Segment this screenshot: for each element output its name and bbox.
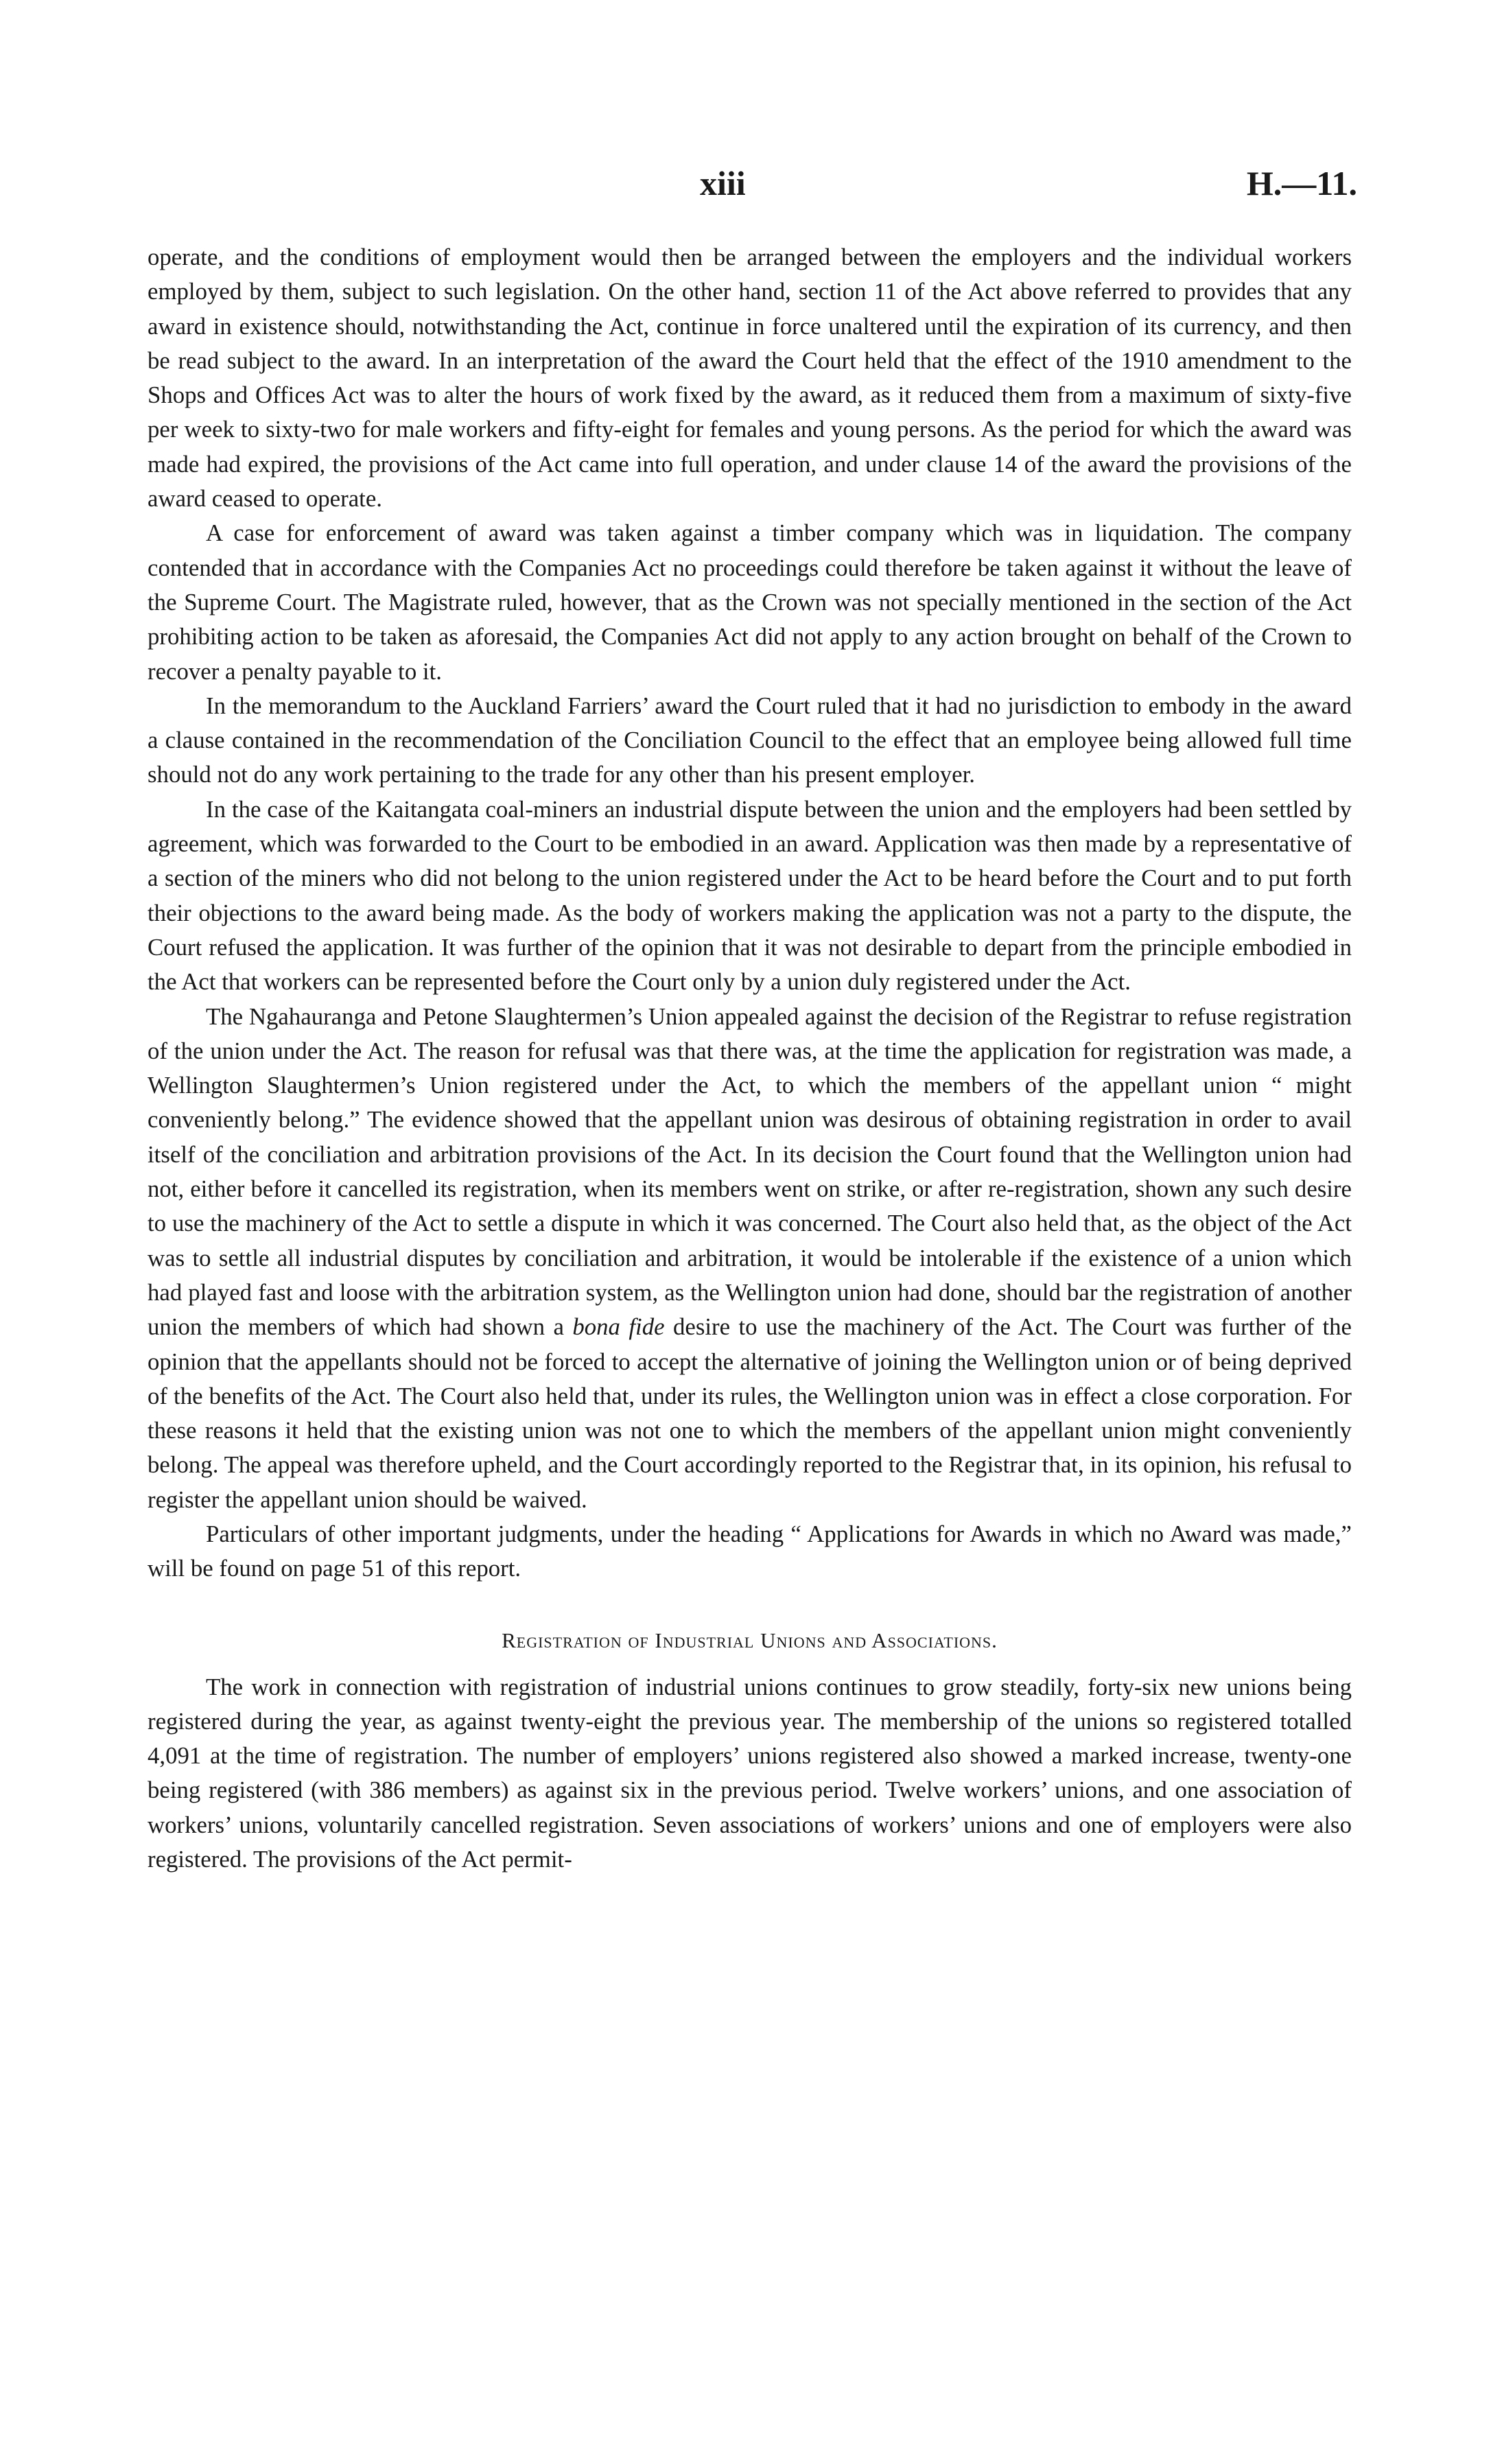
paragraph-slaughtermen bbox=[148, 1000, 1352, 1517]
slaughtermen-text-part1: The Ngahauranga and Petone Slaughtermen’s Union appealed against the decision of the Registrar to refuse registration of the union under the Act. The reason for refusal was that there was, at the time the application for registration was made, a Wellington Slaughtermen’s Union registered under the Act, to which the members of the appellant union “ might conveniently belong.” The evidence showed that the appellant union was desirous of obtaining registration in order to avail itself of the conciliation and arbitration provisions of the Act. In its decision the Court found that the Wellington union had not, either before it cancelled its registration, when its members went on strike, or after re-registration, shown any such desire to use the machinery of the Act to settle a dispute in which it was concerned. The Court also held that, as the object of the Act was to settle all industrial disputes by conciliation and arbitration, it would be intolerable if the existence of a union which had played fast and loose with the arbitration system, as the Wellington union had done, should bar the registration of another union the members of which had shown a bbox=[148, 1002, 1352, 1341]
paragraph-registration: The work in connection with registration of industrial unions continues to grow steadily, forty-six new unions being registered during the year, as against twenty-eight the previous year. The membership of the unions so registered totalled 4,091 at the time of registration. The number of employers’ unions registered also showed a marked increase, twenty-one being registered (with 386 members) as against six in the previous period. Twelve workers’ unions, and one association of workers’ unions, voluntarily cancelled registration. Seven associations of workers’ unions and one of employers were also registered. The provisions of the Act permit- bbox=[148, 1673, 1352, 1873]
paragraph-continued: operate, and the conditions of employment would then be arranged between the employers and the individual workers employed by them, subject to such legislation. On the other hand, section 11 of the Act above referred to provides that any award in existence should, notwithstanding the Act, continue in force unaltered until the expiration of its currency, and then be read subject to the award. In an interpretation of the award the Court held that the effect of the 1910 amendment to the Shops and Offices Act was to alter the hours of work fixed by the award, as it reduced them from a maximum of sixty-five per week to sixty-two for male workers and fifty-eight for females and young persons. As the period for which the award was made had expired, the provisions of the Act came into full operation, and under clause 14 of the award the provisions of the award ceased to operate. bbox=[148, 244, 1352, 513]
paragraph-other-judgments: Particulars of other important judgments, under the heading “ Applications for Awards in which no Award was made,” will be found on page 51 of this report. bbox=[148, 1520, 1352, 1582]
document-body bbox=[148, 240, 1352, 1877]
bona-fide-italic: bona fide bbox=[572, 1313, 665, 1341]
document-reference: H.—11. bbox=[1246, 164, 1357, 202]
paragraph-auckland-farriers: In the memorandum to the Auckland Farriers’ award the Court ruled that it had no jurisdiction to embody in the award a clause contained in the recommendation of the Conciliation Council to the effect that an employee being allowed full time should not do any work pertaining to the trade for any other than his present employer. bbox=[148, 692, 1352, 788]
section-heading: Registration of Industrial Unions and Associations. bbox=[502, 1628, 998, 1652]
paragraph-kaitangata: In the case of the Kaitangata coal-miners an industrial dispute between the union and the employers had been settled by agreement, which was forwarded to the Court to be embodied in an award. Application was then made by a representative of a section of the miners who did not belong to the union registered under the Act to be heard before the Court and to put forth their objections to the award being made. As the body of workers making the application was not a party to the dispute, the Court refused the application. It was further of the opinion that it was not desirable to depart from the principle embodied in the Act that workers can be represented before the Court only by a union duly registered under the Act. bbox=[148, 795, 1352, 996]
page-number: xiii bbox=[700, 164, 746, 202]
slaughtermen-text-part2: desire to use the machinery of the Act. The Court was further of the opinion that the appellants should not be forced to accept the alternative of joining the Wellington union or of being deprived of the benefits of the Act. The Court also held that, under its rules, the Wellington union was in effect a close corporation. For these reasons it held that the existing union was not one to which the members of the appellant union might conveniently belong. The appeal was therefore upheld, and the Court accordingly reported to the Registrar that, in its opinion, his refusal to register the appellant union should be waived. bbox=[148, 1313, 1352, 1513]
paragraph-timber-company: A case for enforcement of award was taken against a timber company which was in liquidation. The company contended that in accordance with the Companies Act no proceedings could therefore be taken against it without the leave of the Supreme Court. The Magistrate ruled, however, that as the Crown was not specially mentioned in the section of the Act prohibiting action to be taken as aforesaid, the Companies Act did not apply to any action brought on behalf of the Crown to recover a penalty payable to it. bbox=[148, 519, 1352, 685]
